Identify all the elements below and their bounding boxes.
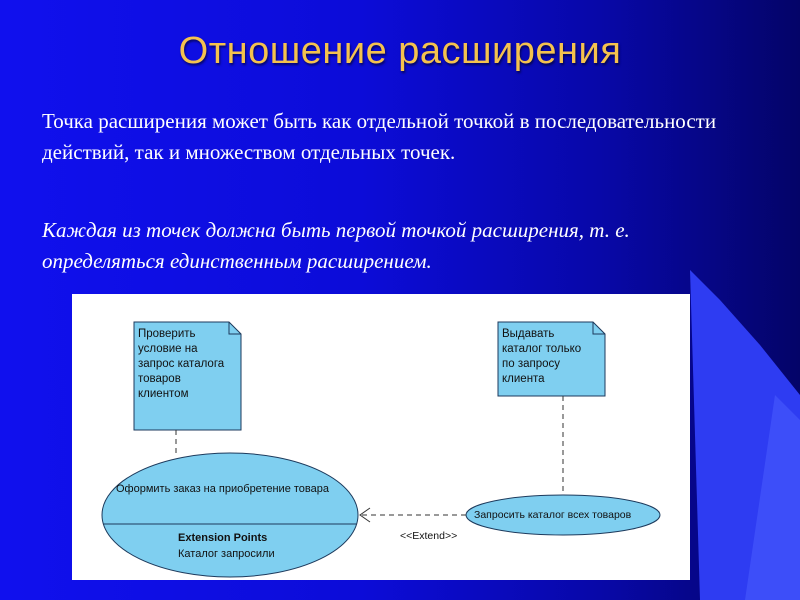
extension-points-label: Extension Points — [178, 532, 268, 544]
paragraph-first-extension-point: Каждая из точек должна быть первой точкой расширения, т. е. определяться единственным расширением. — [42, 218, 630, 273]
extend-stereotype-label: <<Extend>> — [400, 530, 458, 542]
note-left-text: Проверить условие на запрос каталога товаров клиентом — [138, 328, 225, 400]
uml-diagram — [72, 294, 690, 580]
usecase-request-label: Запросить каталог всех товаров — [474, 509, 632, 521]
paragraph-extension-point: Точка расширения может быть как отдельной точкой в последовательности действий, так и множеством отдельных точек. — [42, 109, 717, 164]
note-right-text: Выдавать каталог только по запросу клиента — [502, 328, 582, 385]
extension-point-item: Каталог запросили — [178, 548, 275, 560]
usecase-main-label: Оформить заказ на приобретение товара — [116, 483, 329, 495]
slide-title: Отношение расширения — [178, 30, 622, 72]
